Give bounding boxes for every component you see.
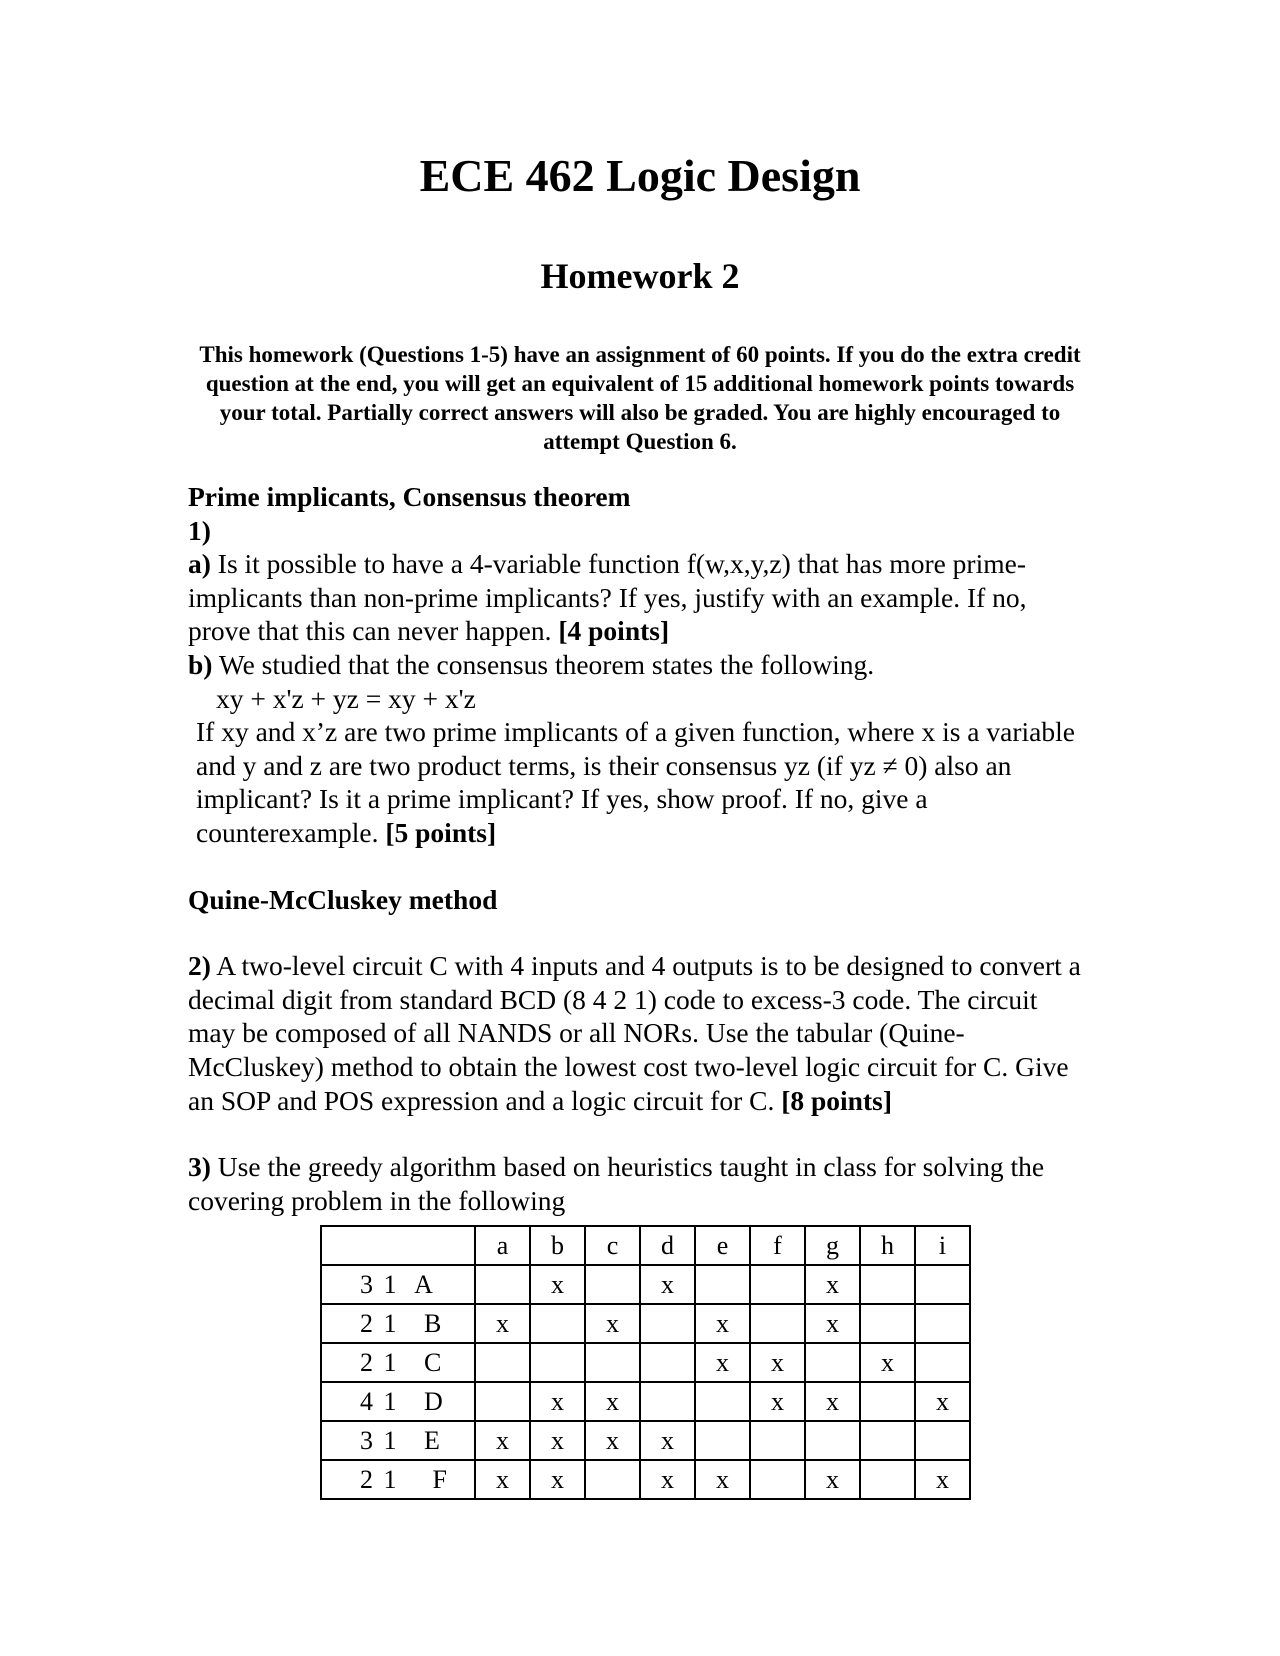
column-header: h bbox=[860, 1226, 915, 1265]
table-cell bbox=[640, 1304, 695, 1343]
covering-table bbox=[320, 1225, 971, 1500]
q2-text: A two-level circuit C with 4 inputs and 4 outputs is to be designed to convert a decimal digit from standard BCD (8 4 2 1) code to excess-3 code. The circuit may be composed of all NANDS or all NORs. Use the tabular (Quine- McCluskey) method to obtain the lowest cost two-level logic circuit for C. Give an SOP and POS expression and a logic circuit for C. bbox=[188, 950, 1081, 1116]
q2-points: [8 points] bbox=[781, 1084, 892, 1116]
table-cell bbox=[750, 1304, 805, 1343]
table-cell bbox=[530, 1304, 585, 1343]
section-heading-prime-implicants: Prime implicants, Consensus theorem bbox=[188, 481, 631, 512]
table-row bbox=[321, 1382, 970, 1421]
table-cell bbox=[860, 1265, 915, 1304]
table-corner-cell bbox=[321, 1226, 475, 1265]
row-label: 2 1 B bbox=[321, 1304, 475, 1343]
table-cell bbox=[695, 1421, 750, 1460]
table-row bbox=[321, 1343, 970, 1382]
table-cell: x bbox=[585, 1421, 640, 1460]
table-cell: x bbox=[805, 1382, 860, 1421]
table-cell bbox=[805, 1343, 860, 1382]
table-row bbox=[321, 1421, 970, 1460]
table-cell: x bbox=[475, 1421, 530, 1460]
row-label: 3 1 A bbox=[321, 1265, 475, 1304]
column-header: i bbox=[915, 1226, 970, 1265]
page-subtitle: Homework 2 bbox=[540, 256, 740, 296]
question-1b bbox=[188, 648, 1088, 682]
table-cell: x bbox=[585, 1304, 640, 1343]
q1a-label: a) bbox=[188, 548, 211, 580]
table-row bbox=[321, 1460, 970, 1499]
table-cell: x bbox=[640, 1460, 695, 1499]
table-cell bbox=[475, 1343, 530, 1382]
table-cell bbox=[805, 1421, 860, 1460]
q1b-text2: If xy and x’z are two prime implicants of a given function, where x is a variable and y and z are two product terms, is their consensus yz (if yz ≠ 0) also an implicant? Is it a prime implicant? If yes, show proof. If no, give a counterexample. bbox=[196, 716, 1075, 848]
table-cell: x bbox=[805, 1265, 860, 1304]
table-cell bbox=[860, 1460, 915, 1499]
q1b-label: b) bbox=[188, 648, 213, 680]
question-1b-continued bbox=[188, 715, 1088, 849]
table-cell: x bbox=[475, 1460, 530, 1499]
question-3 bbox=[188, 1150, 1088, 1217]
table-cell: x bbox=[915, 1382, 970, 1421]
q3-text: Use the greedy algorithm based on heuristics taught in class for solving the covering problem in the following bbox=[188, 1151, 1045, 1216]
table-cell: x bbox=[530, 1382, 585, 1421]
question-2 bbox=[188, 949, 1088, 1117]
table-cell: x bbox=[695, 1460, 750, 1499]
table-cell: x bbox=[530, 1421, 585, 1460]
table-cell bbox=[530, 1343, 585, 1382]
table-cell bbox=[640, 1343, 695, 1382]
column-header: f bbox=[750, 1226, 805, 1265]
row-label: 4 1 D bbox=[321, 1382, 475, 1421]
q1b-text: We studied that the consensus theorem states the following. bbox=[212, 648, 875, 680]
q2-label: 2) bbox=[188, 950, 211, 982]
column-header: e bbox=[695, 1226, 750, 1265]
q1a-text: Is it possible to have a 4-variable function f(w,x,y,z) that has more prime-implicants than non-prime implicants? If yes, justify with an example. If no, prove that this can never happen. bbox=[188, 548, 1027, 647]
table-cell bbox=[585, 1265, 640, 1304]
column-header: d bbox=[640, 1226, 695, 1265]
table-cell bbox=[750, 1421, 805, 1460]
table-cell: x bbox=[805, 1304, 860, 1343]
table-cell bbox=[475, 1265, 530, 1304]
table-cell: x bbox=[530, 1265, 585, 1304]
table-cell: x bbox=[695, 1304, 750, 1343]
q1b-points: [5 points] bbox=[385, 816, 497, 848]
intro-paragraph: This homework (Questions 1-5) have an assignment of 60 points. If you do the extra credit question at the end, you will get an equivalent of 15 additional homework points towards your total. Partially correct answers will also be graded. You are highly encouraged to attempt Question 6. bbox=[199, 342, 1081, 454]
table-cell bbox=[915, 1343, 970, 1382]
table-cell bbox=[640, 1382, 695, 1421]
questions-body bbox=[188, 480, 1088, 1217]
table-cell: x bbox=[805, 1460, 860, 1499]
table-cell: x bbox=[640, 1265, 695, 1304]
table-cell: x bbox=[530, 1460, 585, 1499]
table-cell: x bbox=[695, 1343, 750, 1382]
column-header: b bbox=[530, 1226, 585, 1265]
table-cell: x bbox=[915, 1460, 970, 1499]
table-cell: x bbox=[640, 1421, 695, 1460]
table-cell: x bbox=[750, 1382, 805, 1421]
table-cell bbox=[750, 1265, 805, 1304]
table-cell bbox=[915, 1304, 970, 1343]
table-cell bbox=[695, 1382, 750, 1421]
row-label: 3 1 E bbox=[321, 1421, 475, 1460]
question-1a bbox=[188, 547, 1088, 648]
q1a-points: [4 points] bbox=[558, 615, 670, 647]
table-cell bbox=[475, 1382, 530, 1421]
table-cell bbox=[915, 1265, 970, 1304]
row-label: 2 1 C bbox=[321, 1343, 475, 1382]
table-cell: x bbox=[860, 1343, 915, 1382]
table-cell bbox=[585, 1343, 640, 1382]
table-cell: x bbox=[475, 1304, 530, 1343]
q3-label: 3) bbox=[188, 1151, 211, 1183]
question-1-label bbox=[188, 514, 1088, 548]
table-cell bbox=[860, 1421, 915, 1460]
table-row bbox=[321, 1265, 970, 1304]
table-cell: x bbox=[750, 1343, 805, 1382]
table-cell: x bbox=[585, 1382, 640, 1421]
q1-label: 1) bbox=[188, 514, 211, 546]
covering-table-header bbox=[321, 1226, 970, 1265]
column-header: a bbox=[475, 1226, 530, 1265]
table-cell bbox=[860, 1382, 915, 1421]
table-row bbox=[321, 1304, 970, 1343]
table-cell bbox=[915, 1421, 970, 1460]
column-header: c bbox=[585, 1226, 640, 1265]
section-heading-quine-mccluskey: Quine-McCluskey method bbox=[188, 883, 498, 915]
row-label: 2 1 F bbox=[321, 1460, 475, 1499]
consensus-formula: xy + x'z + yz = xy + x'z bbox=[216, 682, 476, 714]
column-header: g bbox=[805, 1226, 860, 1265]
table-cell bbox=[750, 1460, 805, 1499]
table-cell bbox=[860, 1304, 915, 1343]
table-cell bbox=[585, 1460, 640, 1499]
page-title: ECE 462 Logic Design bbox=[419, 150, 861, 201]
table-cell bbox=[695, 1265, 750, 1304]
